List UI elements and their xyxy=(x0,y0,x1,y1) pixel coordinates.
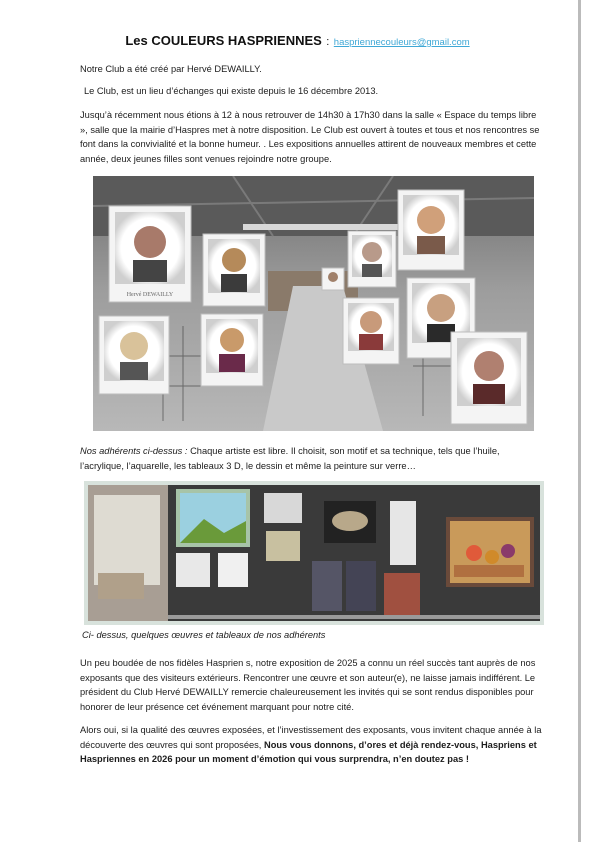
closing-invitation: Nous vous donnons, d’ores et déjà rendez-vous, Haspriens et Haspriennes en 2026 pour un moment d’émotion qui vous surprendra, n’en doutez pas ! xyxy=(80,739,537,764)
portrait-name-label: Hervé DEWAILLY xyxy=(126,292,174,298)
title-separator: : xyxy=(326,36,330,48)
artworks-caption: Ci- dessus, quelques œuvres et tableaux de nos adhérents xyxy=(82,630,326,640)
page-title: Les COULEURS HASPRIENNES xyxy=(125,33,322,48)
paragraph-closing xyxy=(80,723,542,767)
scan-edge xyxy=(578,0,581,842)
header xyxy=(0,32,595,50)
closing-text: Alors oui, si la qualité des œuvres exposées, et l’investissement des exposants, vous invitent chaque année à la découverte des œuvres qui sont proposées, xyxy=(80,725,542,750)
paragraph-exhibition: Un peu boudée de nos fidèles Hasprien s, notre exposition de 2025 a connu un réel succès tant auprès de nos exposants que des visiteurs extérieurs. Rencontrer une œuvre et son auteur(e), ne laisse jamais indifférent. Le président du Club Hervé DEWAILLY remercie chaleureusement les invités qui se sont rendus disponibles pour honorer de leur présence cet événement marquant pour notre cité. xyxy=(80,658,536,712)
members-caption xyxy=(80,444,540,473)
email-link[interactable]: haspriennecouleurs@gmail.com xyxy=(333,37,470,48)
members-photo-illustration xyxy=(93,176,534,431)
members-caption-text: Chaque artiste est libre. Il choisit, son motif et sa technique, tels que l’huile, l’acrylique, l’aquarelle, les tableaux 3 D, le dessin et même la peinture sur verre… xyxy=(80,446,500,471)
paragraph-meetings: Jusqu’à récemment nous étions à 12 à nous retrouver de 14h30 à 17h30 dans la salle « Espace du temps libre », salle que la mairie d’Haspres met à notre disposition. Le Club est ouvert à toutes et tous et nos rencontres se font dans la convivialité et la bonne humeur. . Les expositions annuelles attirent de nouveaux membres et cette année, deux jeunes filles sont venues rejoindre notre groupe. xyxy=(80,110,540,164)
paragraph-club: Le Club, est un lieu d’échanges qui existe depuis le 16 décembre 2013. xyxy=(84,86,379,96)
members-caption-lead: Nos adhérents ci-dessus : xyxy=(80,446,188,456)
artworks-photo-illustration xyxy=(84,481,544,625)
artworks-photo xyxy=(84,481,544,625)
members-photo xyxy=(93,176,534,431)
paragraph-created: Notre Club a été créé par Hervé DEWAILLY. xyxy=(80,64,262,74)
